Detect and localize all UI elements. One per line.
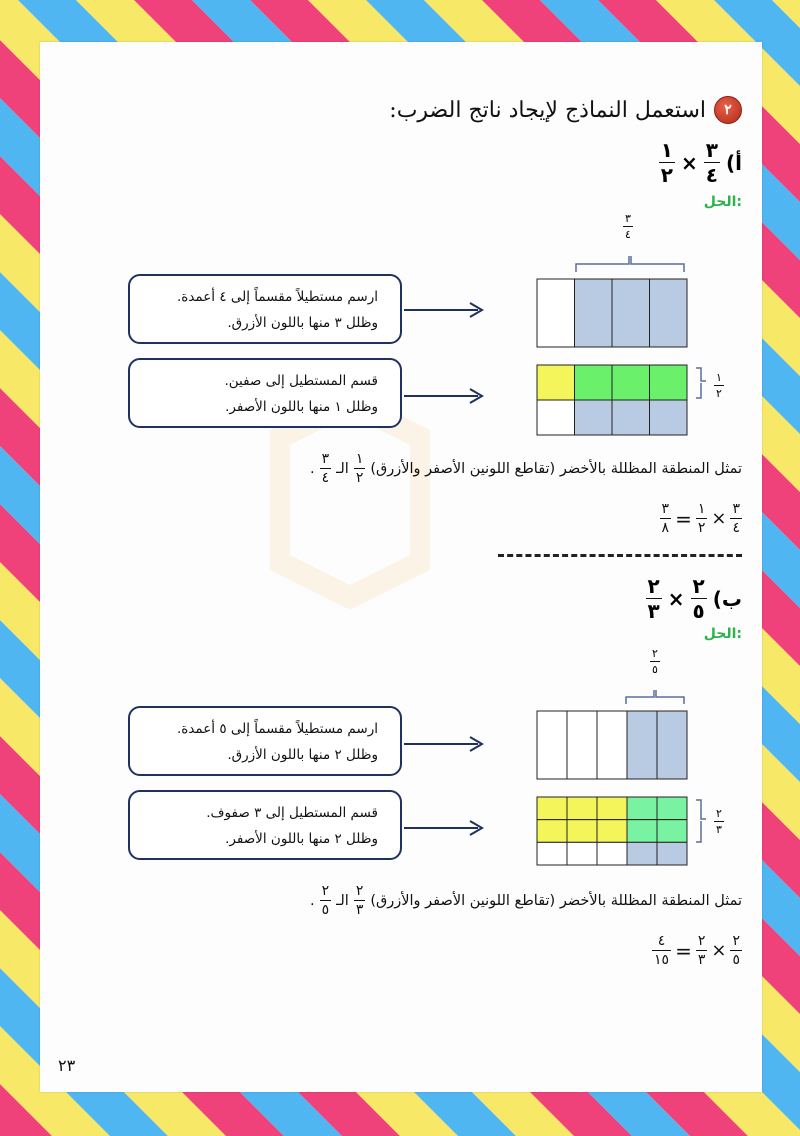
green-overlap-cell bbox=[657, 797, 687, 820]
part-a-solution-label: الحل: bbox=[703, 194, 742, 210]
part-b-step-1-box bbox=[128, 706, 402, 776]
part-a-sentence-period: . bbox=[309, 460, 315, 477]
part-b-sentence-fraction-2: $\frac{٢}{٥}$ bbox=[321, 883, 330, 918]
part-a-step-1-box bbox=[128, 274, 402, 344]
empty-cell bbox=[537, 400, 575, 435]
part-a-model-product bbox=[536, 364, 688, 436]
part-b-top-brace bbox=[624, 686, 688, 706]
empty-column-cell bbox=[537, 711, 567, 779]
part-b-arrow-1 bbox=[402, 734, 486, 754]
times-sign: × bbox=[667, 586, 685, 611]
shaded-column-cell bbox=[650, 279, 688, 347]
equals-sign: = bbox=[675, 506, 692, 531]
yellow-cell bbox=[537, 365, 575, 400]
empty-column-cell bbox=[567, 711, 597, 779]
part-a-eq-factor-2: $\frac{٣}{٤}$ bbox=[732, 501, 740, 536]
part-a-top-fraction: ٣ ٤ bbox=[625, 212, 631, 241]
part-b-step-2-line-2: وظلل ٢ منها باللون الأصفر. bbox=[225, 831, 378, 847]
part-a-arrow-2 bbox=[402, 386, 486, 406]
part-b-step-1-line-1: ارسم مستطيلاً مقسماً إلى ٥ أعمدة. bbox=[176, 721, 378, 737]
shaded-column-cell bbox=[612, 279, 650, 347]
part-b-sentence-text: تمثل المنطقة المظللة بالأخضر (تقاطع اللونين الأصفر والأزرق) bbox=[370, 892, 742, 909]
part-a-step-1-line-1: ارسم مستطيلاً مقسماً إلى ٤ أعمدة. bbox=[176, 289, 378, 305]
times-sign: × bbox=[711, 508, 727, 529]
part-a-sentence-text: تمثل المنطقة المظللة بالأخضر (تقاطع اللونين الأصفر والأزرق) bbox=[370, 460, 742, 477]
part-b-model-columns bbox=[536, 710, 688, 780]
section-divider bbox=[498, 554, 742, 557]
part-a-side-fraction: ١ ٢ bbox=[716, 371, 722, 400]
yellow-cell bbox=[537, 797, 567, 820]
green-overlap-cell bbox=[650, 365, 688, 400]
part-a-problem bbox=[659, 140, 742, 185]
blue-cell bbox=[650, 400, 688, 435]
part-b-eq-result: $\frac{٤}{١٥}$ bbox=[654, 933, 670, 968]
shaded-column-cell bbox=[627, 711, 657, 779]
part-b-side-brace bbox=[694, 798, 708, 844]
page-number: ٢٣ bbox=[58, 1056, 76, 1075]
part-a-arrow-1 bbox=[402, 300, 486, 320]
green-overlap-cell bbox=[657, 820, 687, 843]
green-overlap-cell bbox=[612, 365, 650, 400]
part-b-step-2-line-1: قسم المستطيل إلى ٣ صفوف. bbox=[206, 805, 378, 821]
part-a-step-1-line-2: وظلل ٣ منها باللون الأزرق. bbox=[227, 315, 378, 331]
yellow-cell bbox=[567, 820, 597, 843]
empty-column-cell bbox=[537, 279, 575, 347]
part-a-eq-result: $\frac{٣}{٨}$ bbox=[661, 501, 670, 536]
part-a-fraction-1: $\frac{٣}{٤}$ bbox=[705, 138, 718, 187]
part-a-label: أ) bbox=[726, 150, 742, 175]
part-b-model-product bbox=[536, 796, 688, 866]
empty-column-cell bbox=[597, 711, 627, 779]
part-b-label: ب) bbox=[712, 586, 742, 611]
part-a-top-brace bbox=[574, 252, 688, 274]
part-b-equation bbox=[652, 934, 742, 967]
blue-cell bbox=[657, 842, 687, 865]
part-b-arrow-2 bbox=[402, 818, 486, 838]
title-text: استعمل النماذج لإيجاد ناتج الضرب: bbox=[389, 97, 706, 123]
part-b-fraction-2: $\frac{٢}{٣}$ bbox=[647, 574, 660, 623]
exercise-title bbox=[389, 96, 742, 124]
green-overlap-cell bbox=[575, 365, 613, 400]
times-sign: × bbox=[681, 150, 698, 175]
yellow-cell bbox=[537, 820, 567, 843]
yellow-cell bbox=[567, 797, 597, 820]
part-a-sentence-fraction-2: $\frac{٣}{٤}$ bbox=[321, 451, 330, 486]
part-a-model-columns bbox=[536, 278, 688, 348]
green-overlap-cell bbox=[627, 820, 657, 843]
yellow-cell bbox=[597, 820, 627, 843]
times-sign: × bbox=[711, 940, 727, 961]
shaded-column-cell bbox=[575, 279, 613, 347]
part-b-solution-label: الحل: bbox=[703, 626, 742, 642]
part-b-step-2-box bbox=[128, 790, 402, 860]
blue-cell bbox=[612, 400, 650, 435]
part-b-top-fraction: ٢ ٥ bbox=[652, 647, 658, 676]
part-b-problem bbox=[646, 576, 742, 621]
green-overlap-cell bbox=[627, 797, 657, 820]
part-a-sentence-of: الـ bbox=[336, 460, 349, 477]
part-b-eq-factor-2: $\frac{٢}{٥}$ bbox=[732, 933, 740, 968]
part-a-fraction-2: $\frac{١}{٢}$ bbox=[660, 138, 674, 187]
part-b-side-fraction: ٢ ٣ bbox=[716, 807, 722, 836]
part-b-eq-factor-1: $\frac{٢}{٣}$ bbox=[697, 933, 706, 968]
blue-cell bbox=[627, 842, 657, 865]
part-a-eq-factor-1: $\frac{١}{٢}$ bbox=[697, 501, 706, 536]
empty-cell bbox=[597, 842, 627, 865]
part-a-sentence bbox=[310, 452, 742, 485]
part-b-fraction-1: $\frac{٢}{٥}$ bbox=[692, 574, 705, 623]
part-b-sentence bbox=[310, 884, 742, 917]
part-a-step-2-line-2: وظلل ١ منها باللون الأصفر. bbox=[225, 399, 378, 415]
exercise-number-badge: ٢ bbox=[714, 96, 742, 124]
part-a-side-brace bbox=[694, 366, 708, 400]
part-a-step-2-box bbox=[128, 358, 402, 428]
part-b-step-1-line-2: وظلل ٢ منها باللون الأزرق. bbox=[227, 747, 378, 763]
yellow-cell bbox=[597, 797, 627, 820]
empty-cell bbox=[567, 842, 597, 865]
part-b-sentence-of: الـ bbox=[336, 892, 349, 909]
part-a-sentence-fraction-1: $\frac{١}{٢}$ bbox=[355, 451, 364, 486]
part-b-sentence-fraction-1: $\frac{٢}{٣}$ bbox=[355, 883, 364, 918]
part-a-step-2-line-1: قسم المستطيل إلى صفين. bbox=[224, 373, 378, 389]
blue-cell bbox=[575, 400, 613, 435]
empty-cell bbox=[537, 842, 567, 865]
shaded-column-cell bbox=[657, 711, 687, 779]
part-b-sentence-period: . bbox=[309, 892, 315, 909]
equals-sign: = bbox=[675, 938, 692, 963]
part-a-equation bbox=[660, 502, 742, 535]
